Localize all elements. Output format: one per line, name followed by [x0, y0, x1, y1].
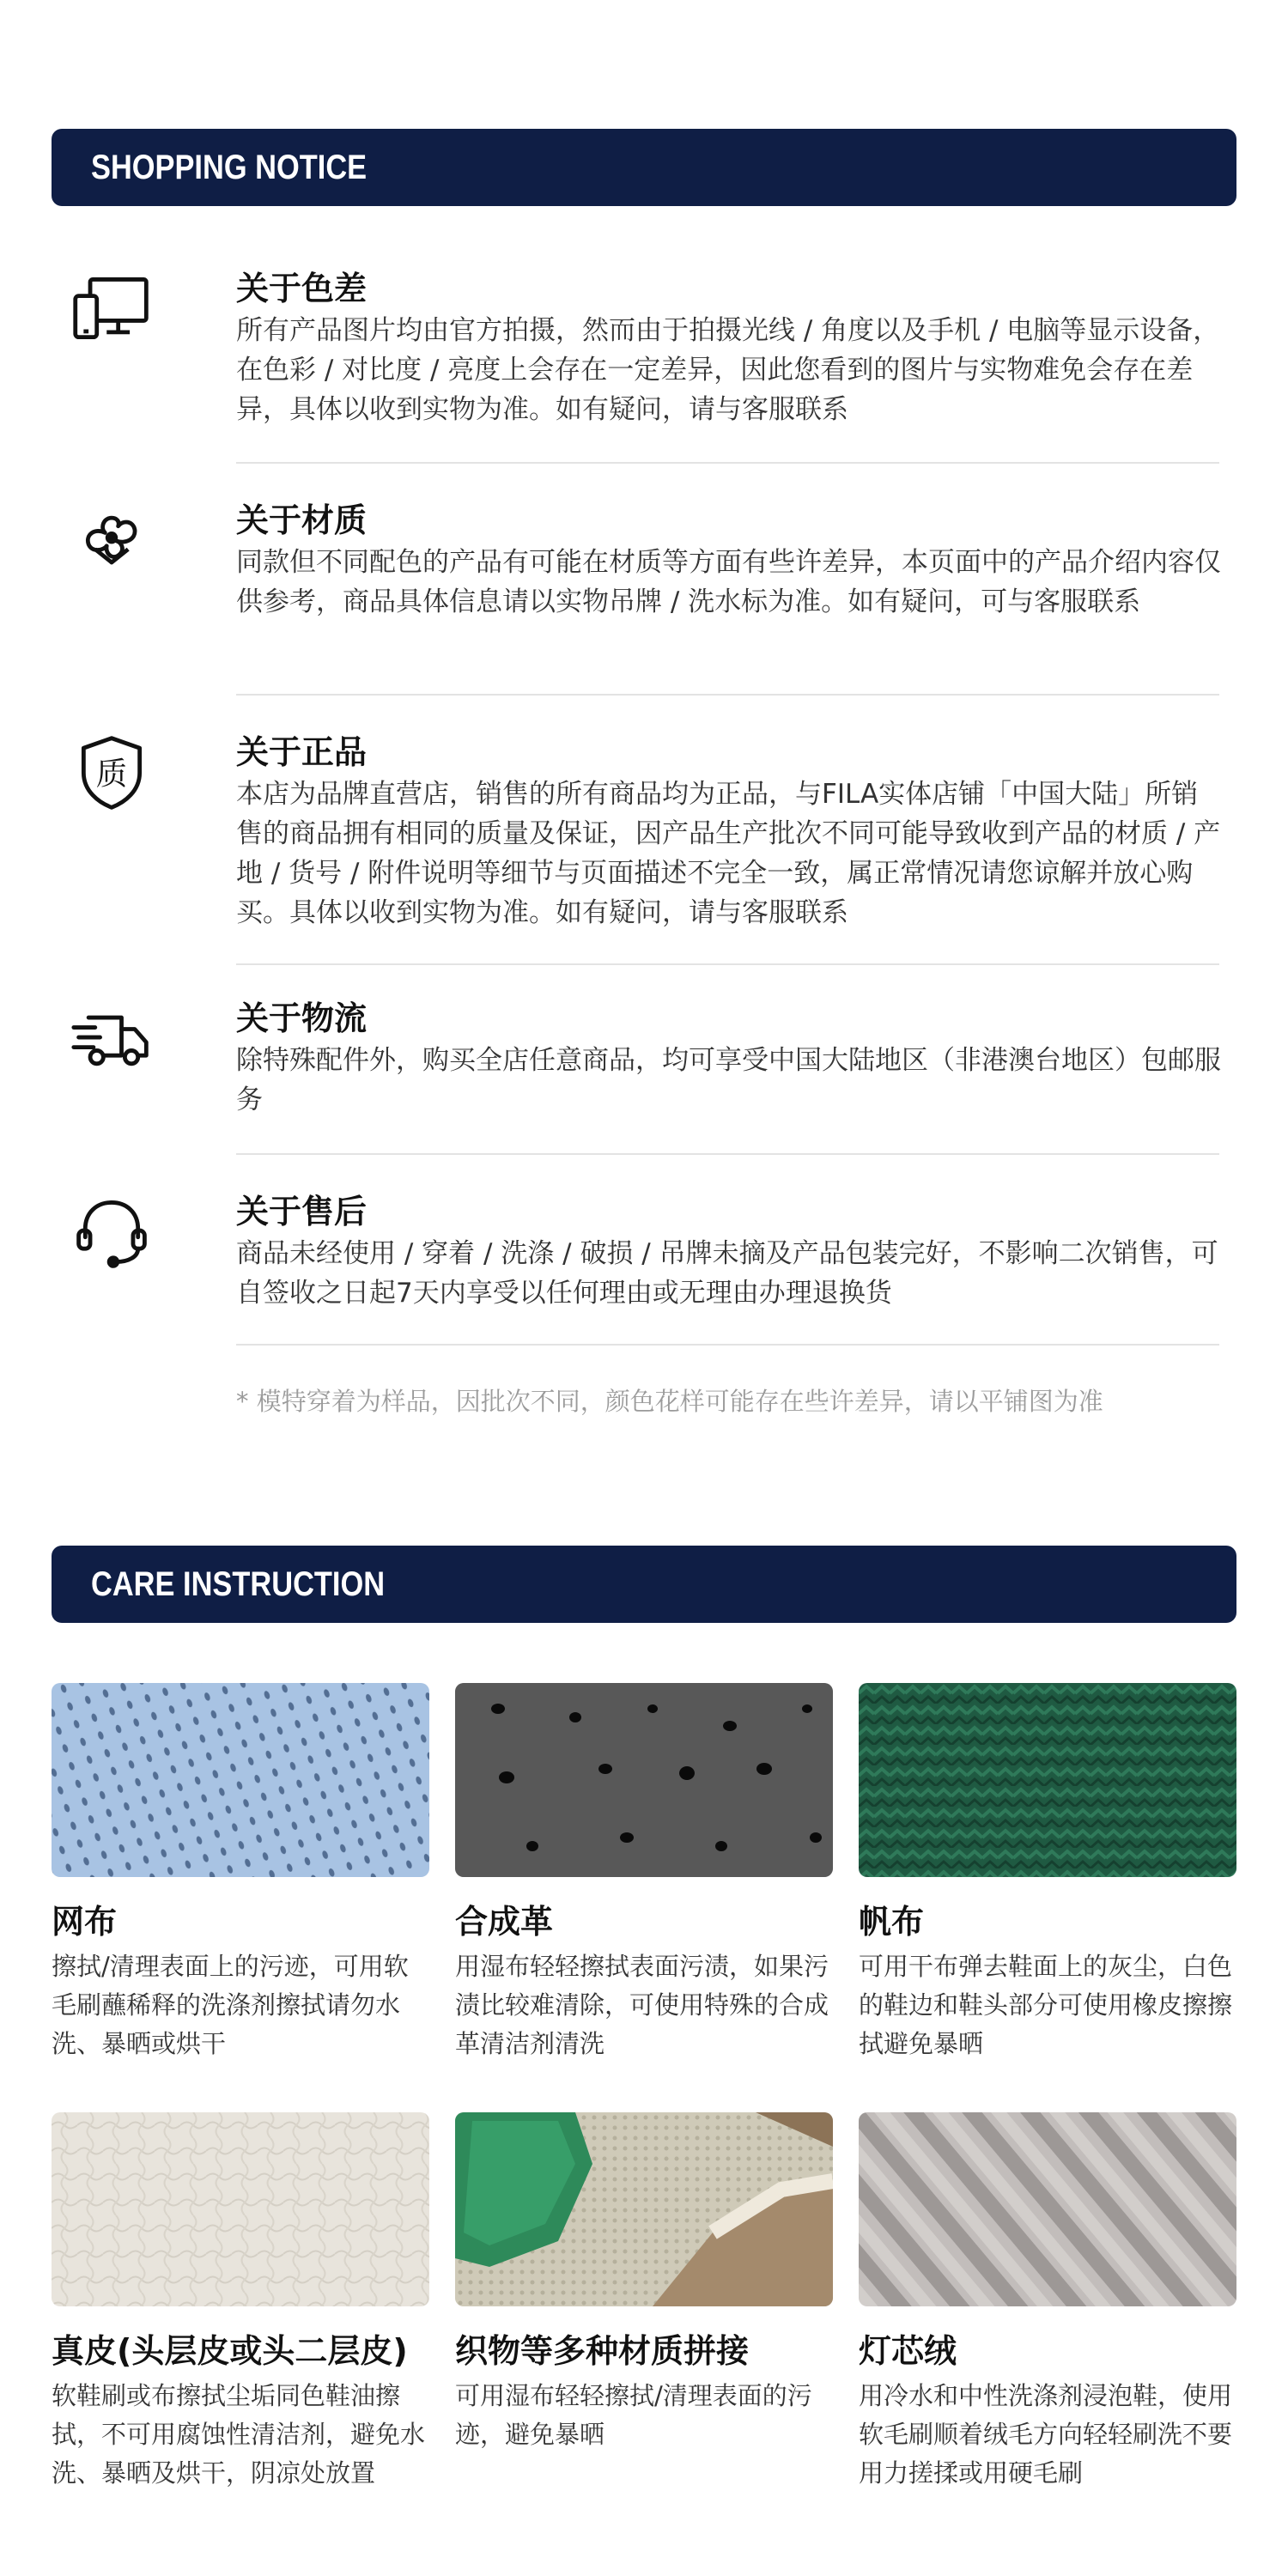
care-card-synthetic-leather	[455, 1683, 833, 2063]
care-body: 用冷水和中性洗涤剂浸泡鞋，使用软毛刷顺着绒毛方向轻轻刷洗不要用力搓揉或用硬毛刷	[859, 2381, 1233, 2488]
svg-text:质: 质	[95, 755, 128, 793]
synthetic-leather-image	[455, 1683, 833, 1877]
quality-shield-icon	[69, 730, 155, 816]
divider	[236, 694, 1219, 696]
care-title: 真皮(头层皮或头二层皮)	[52, 2332, 408, 2370]
canvas-fabric-image	[859, 1683, 1236, 1877]
notice-body: 商品未经使用 / 穿着 / 洗涤 / 破损 / 吊牌未摘及产品包装完好，不影响二次销售，可自签收之日起7天内享受以任何理由或无理由办理退换货	[236, 1238, 1218, 1309]
care-title: 帆布	[859, 1903, 925, 1941]
care-title: 网布	[52, 1903, 118, 1941]
shopping-notice-heading: SHOPPING NOTICE	[91, 148, 368, 186]
divider	[236, 963, 1219, 965]
care-body: 软鞋刷或布擦拭尘垢同色鞋油擦拭，不可用腐蚀性清洁剂，避免水洗、暴晒及烘干，阴凉处放置	[52, 2381, 426, 2488]
care-body: 可用干布弹去鞋面上的灰尘，白色的鞋边和鞋头部分可使用橡皮擦擦拭避免暴晒	[859, 1952, 1233, 2058]
notice-title: 关于材质	[236, 501, 368, 539]
mixed-materials-image	[455, 2112, 833, 2306]
care-card-corduroy	[859, 2112, 1236, 2493]
divider	[236, 1153, 1219, 1155]
genuine-leather-image	[52, 2112, 429, 2306]
cotton-icon	[69, 498, 155, 584]
care-card-genuine-leather	[52, 2112, 429, 2493]
care-instruction-banner	[52, 1546, 1236, 1623]
notice-body: 除特殊配件外，购买全店任意商品，均可享受中国大陆地区（非港澳台地区）包邮服务	[236, 1045, 1221, 1115]
notice-title: 关于色差	[236, 270, 368, 307]
care-title: 灯芯绒	[859, 2332, 957, 2370]
shopping-notice-banner	[52, 129, 1236, 206]
care-body: 用湿布轻轻擦拭表面污渍，如果污渍比较难清除，可使用特殊的合成革清洁剂清洗	[455, 1952, 829, 2058]
devices-icon	[69, 266, 155, 352]
care-title: 合成革	[455, 1903, 554, 1941]
care-instruction-heading: CARE INSTRUCTION	[91, 1564, 386, 1603]
footnote: * 模特穿着为样品，因批次不同，颜色花样可能存在些许差异，请以平铺图为准	[236, 1387, 1103, 1416]
divider	[236, 1344, 1219, 1346]
notice-title: 关于正品	[236, 733, 368, 771]
notice-title: 关于物流	[236, 999, 368, 1037]
mesh-fabric-image	[52, 1683, 429, 1877]
notice-title: 关于售后	[236, 1193, 368, 1230]
care-title: 织物等多种材质拼接	[455, 2332, 750, 2370]
notice-body: 本店为品牌直营店，销售的所有商品均为正品，与FILA实体店铺「中国大陆」所销售的商品拥有相同的质量及保证，因产品生产批次不同可能导致收到产品的材质 / 产地 / 货号 / 附件说明等细节与页面描述不完全一致，属正常情况请您谅解并放心购买。具体以收到实物为准。如有疑问，请与客服联系	[236, 779, 1221, 928]
care-body: 擦拭/清理表面上的污迹，可用软毛刷蘸稀释的洗涤剂擦拭请勿水洗、暴晒或烘干	[52, 1952, 409, 2058]
care-card-mixed-materials	[455, 2112, 833, 2454]
notice-body: 同款但不同配色的产品有可能在材质等方面有些许差异，本页面中的产品介绍内容仅供参考，商品具体信息请以实物吊牌 / 洗水标为准。如有疑问，可与客服联系	[236, 547, 1221, 617]
care-card-mesh	[52, 1683, 429, 2063]
care-card-canvas	[859, 1683, 1236, 2063]
notice-body: 所有产品图片均由官方拍摄，然而由于拍摄光线 / 角度以及手机 / 电脑等显示设备，在色彩 / 对比度 / 亮度上会存在一定差异，因此您看到的图片与实物难免会存在差异，具体以收到实物为准。如有疑问，请与客服联系	[236, 315, 1220, 425]
care-body: 可用湿布轻轻擦拭/清理表面的污迹，避免暴晒	[455, 2381, 812, 2449]
headset-icon	[69, 1189, 155, 1275]
divider	[236, 462, 1219, 464]
delivery-truck-icon	[69, 996, 155, 1082]
corduroy-image	[859, 2112, 1236, 2306]
